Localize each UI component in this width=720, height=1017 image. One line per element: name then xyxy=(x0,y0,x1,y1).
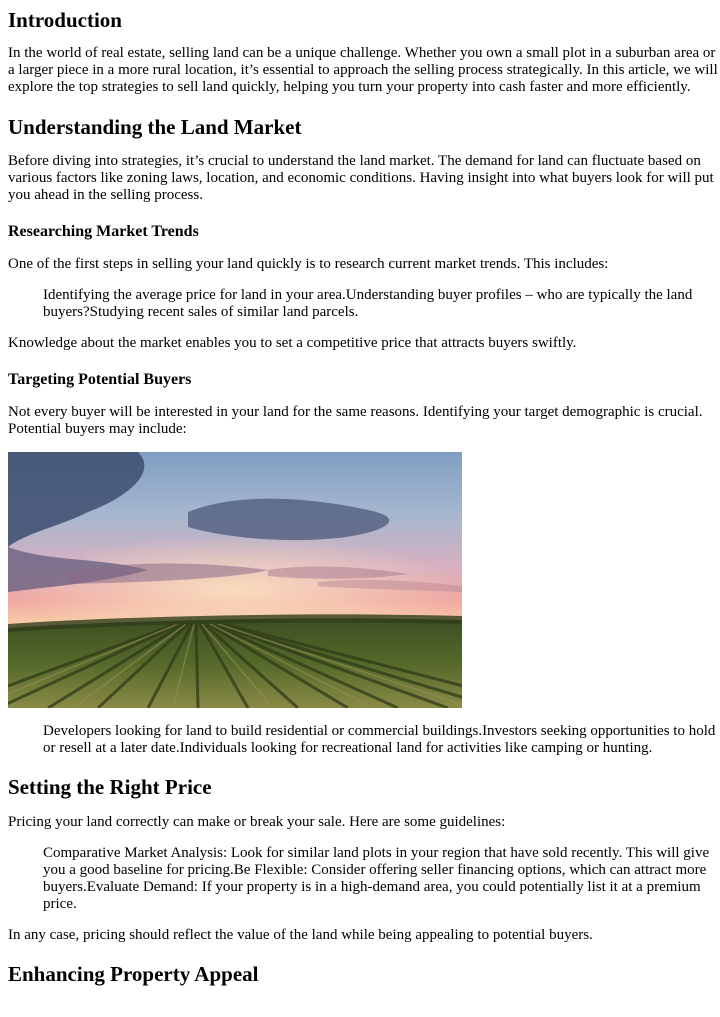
heading-enhancing-property-appeal: Enhancing Property Appeal xyxy=(8,962,259,986)
buyers-paragraph: Not every buyer will be interested in your land for the same reasons. Identifying your target demographic is crucial. Potential buyers may include: xyxy=(8,404,703,437)
pricing-paragraph: Pricing your land correctly can make or break your sale. Here are some guidelines: xyxy=(8,814,506,830)
market-paragraph: Before diving into strategies, it’s crucial to understand the land market. The demand for land can fluctuate based on various factors like zoning laws, location, and economic conditions. Having insight into what buyers look for will put you ahead in the selling process. xyxy=(8,153,714,203)
vineyard-sunset-photo xyxy=(8,452,462,708)
heading-targeting-potential-buyers: Targeting Potential Buyers xyxy=(8,371,192,388)
heading-setting-right-price: Setting the Right Price xyxy=(8,775,212,799)
list-item: Identifying the average price for land in your area.Understanding buyer profiles – who are typically the land buyers?Studying recent sales of similar land parcels. xyxy=(43,287,693,320)
pricing-list xyxy=(8,845,720,913)
list-item: Comparative Market Analysis: Look for similar land plots in your region that have sold recently. This will give you a good baseline for pricing.Be Flexible: Consider offering seller financing options, which can attract more buyers.Evaluate Demand: If your property is in a high-demand area, you could potentially list it at a premium price. xyxy=(43,845,710,912)
pricing-after-paragraph: In any case, pricing should reflect the value of the land while being appealing to potential buyers. xyxy=(8,927,593,943)
trends-after-paragraph: Knowledge about the market enables you to set a competitive price that attracts buyers swiftly. xyxy=(8,335,577,351)
heading-researching-market-trends: Researching Market Trends xyxy=(8,223,199,240)
trends-paragraph: One of the first steps in selling your land quickly is to research current market trends. This includes: xyxy=(8,256,609,272)
intro-paragraph: In the world of real estate, selling land can be a unique challenge. Whether you own a small plot in a suburban area or a larger piece in a more rural location, it’s essential to approach the selling process strategically. In this article, we will explore the top strategies to sell land quickly, helping you turn your property into cash faster and more efficiently. xyxy=(8,45,718,95)
buyers-list xyxy=(8,723,720,757)
heading-understanding-land-market: Understanding the Land Market xyxy=(8,115,302,139)
heading-introduction: Introduction xyxy=(8,8,122,32)
trends-list xyxy=(8,287,720,321)
list-item: Developers looking for land to build residential or commercial buildings.Investors seeking opportunities to hold or resell at a later date.Individuals looking for recreational land for activities like camping or hunting. xyxy=(43,723,716,756)
